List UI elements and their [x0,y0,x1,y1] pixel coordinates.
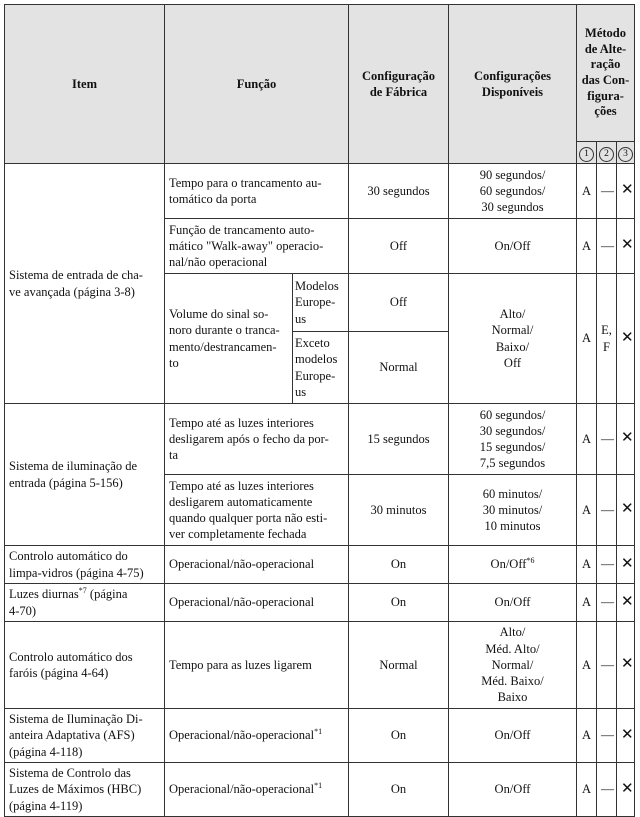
item-cell: Sistema de entrada de cha- ve avançada (página 3-8) [5,164,165,404]
method-2-cell: — [597,219,617,274]
subcondition-cell: Exceto modelos Europe- us [293,332,349,404]
function-cell: Tempo para o trancamento au- tomático da porta [165,164,349,219]
header-funcao: Função [165,5,349,164]
method-3-header [617,142,635,164]
factory-cell: 30 segundos [349,164,449,219]
factory-cell: Off [349,274,449,332]
available-cell: On/Off [449,584,577,622]
method-2-cell: — [597,546,617,584]
factory-cell: Normal [349,332,449,404]
table-row [5,584,635,622]
item-cell: Sistema de iluminação de entrada (página 5-156) [5,404,165,546]
cross-icon: ✕ [617,404,635,475]
header-fabrica: Configuração de Fábrica [349,5,449,164]
cross-icon: ✕ [617,763,635,817]
available-cell: On/Off$^{*6}$ [449,546,577,584]
factory-cell: 30 minutos [349,475,449,546]
method-1-cell: A [577,404,597,475]
method-2-cell: — [597,622,617,709]
method-2-cell: — [597,164,617,219]
available-cell: Alto/ Méd. Alto/ Normal/ Méd. Baixo/ Baixo [449,622,577,709]
available-cell: On/Off [449,763,577,817]
method-1-header [577,142,597,164]
factory-cell: On [349,584,449,622]
function-cell: Função de trancamento auto- mático "Walk-away" operacio- nal/não operacional [165,219,349,274]
method-2-cell: — [597,709,617,763]
available-cell: 90 segundos/ 60 segundos/ 30 segundos [449,164,577,219]
available-cell: On/Off [449,709,577,763]
method-2-cell: — [597,404,617,475]
method-1-cell: A [577,584,597,622]
available-cell: On/Off [449,219,577,274]
available-cell: 60 minutos/ 30 minutos/ 10 minutos [449,475,577,546]
item-cell: Controlo automático dos faróis (página 4-64) [5,622,165,709]
table-row [5,546,635,584]
method-1-cell: A [577,622,597,709]
available-cell: 60 segundos/ 30 segundos/ 15 segundos/ 7,5 segundos [449,404,577,475]
item-cell: Sistema de Controlo das Luzes de Máximos (HBC) (página 4-119) [5,763,165,817]
method-2-cell: — [597,584,617,622]
cross-icon: ✕ [617,709,635,763]
cross-icon: ✕ [617,219,635,274]
cross-icon: ✕ [617,622,635,709]
factory-cell: Off [349,219,449,274]
method-2-cell: — [597,475,617,546]
table-row [5,404,635,475]
factory-cell: On [349,763,449,817]
function-cell: Tempo até as luzes interiores desligarem após o fecho da por- ta [165,404,349,475]
factory-cell: 15 segundos [349,404,449,475]
method-1-cell: A [577,546,597,584]
header-metodo: Método de Alte- ração das Con- figura- ções [577,5,635,142]
method-1-cell: A [577,219,597,274]
function-cell: Operacional/não-operacional [165,584,349,622]
header-item: Item [5,5,165,164]
factory-cell: Normal [349,622,449,709]
function-cell: Operacional/não-operacional [165,546,349,584]
cross-icon: ✕ [617,274,635,404]
function-cell: Tempo até as luzes interiores desligarem automaticamente quando qualquer porta não esti- ver completamente fechada [165,475,349,546]
circled-3-icon: 3 [618,147,633,162]
item-cell: Controlo automático do limpa-vidros (página 4-75) [5,546,165,584]
circled-2-icon: 2 [599,147,614,162]
table-row [5,709,635,763]
method-1-cell: A [577,709,597,763]
method-2-cell: E, F [597,274,617,404]
function-cell: Operacional/não-operacional$^{*1}$ [165,763,349,817]
available-cell: Alto/ Normal/ Baixo/ Off [449,274,577,404]
method-2-header [597,142,617,164]
function-cell: Tempo para as luzes ligarem [165,622,349,709]
circled-1-icon: 1 [579,147,594,162]
table-row [5,164,635,219]
item-cell: Sistema de Iluminação Di- anteira Adaptativa (AFS) (página 4-118) [5,709,165,763]
factory-cell: On [349,546,449,584]
cross-icon: ✕ [617,546,635,584]
factory-cell: On [349,709,449,763]
function-cell: Operacional/não-operacional$^{*1}$ [165,709,349,763]
settings-table [4,4,635,817]
function-cell: Volume do sinal so- noro durante o tranca- mento/destrancamen- to [165,274,293,404]
method-1-cell: A [577,763,597,817]
cross-icon: ✕ [617,164,635,219]
cross-icon: ✕ [617,475,635,546]
table-row [5,622,635,709]
header-row [5,5,635,142]
method-1-cell: A [577,274,597,404]
subcondition-cell: Modelos Europe- us [293,274,349,332]
method-1-cell: A [577,475,597,546]
cross-icon: ✕ [617,584,635,622]
item-cell: Luzes diurnas$^{*7}$ (página 4-70) [5,584,165,622]
method-2-cell: — [597,763,617,817]
header-disponiveis: Configurações Disponíveis [449,5,577,164]
table-row [5,763,635,817]
method-1-cell: A [577,164,597,219]
